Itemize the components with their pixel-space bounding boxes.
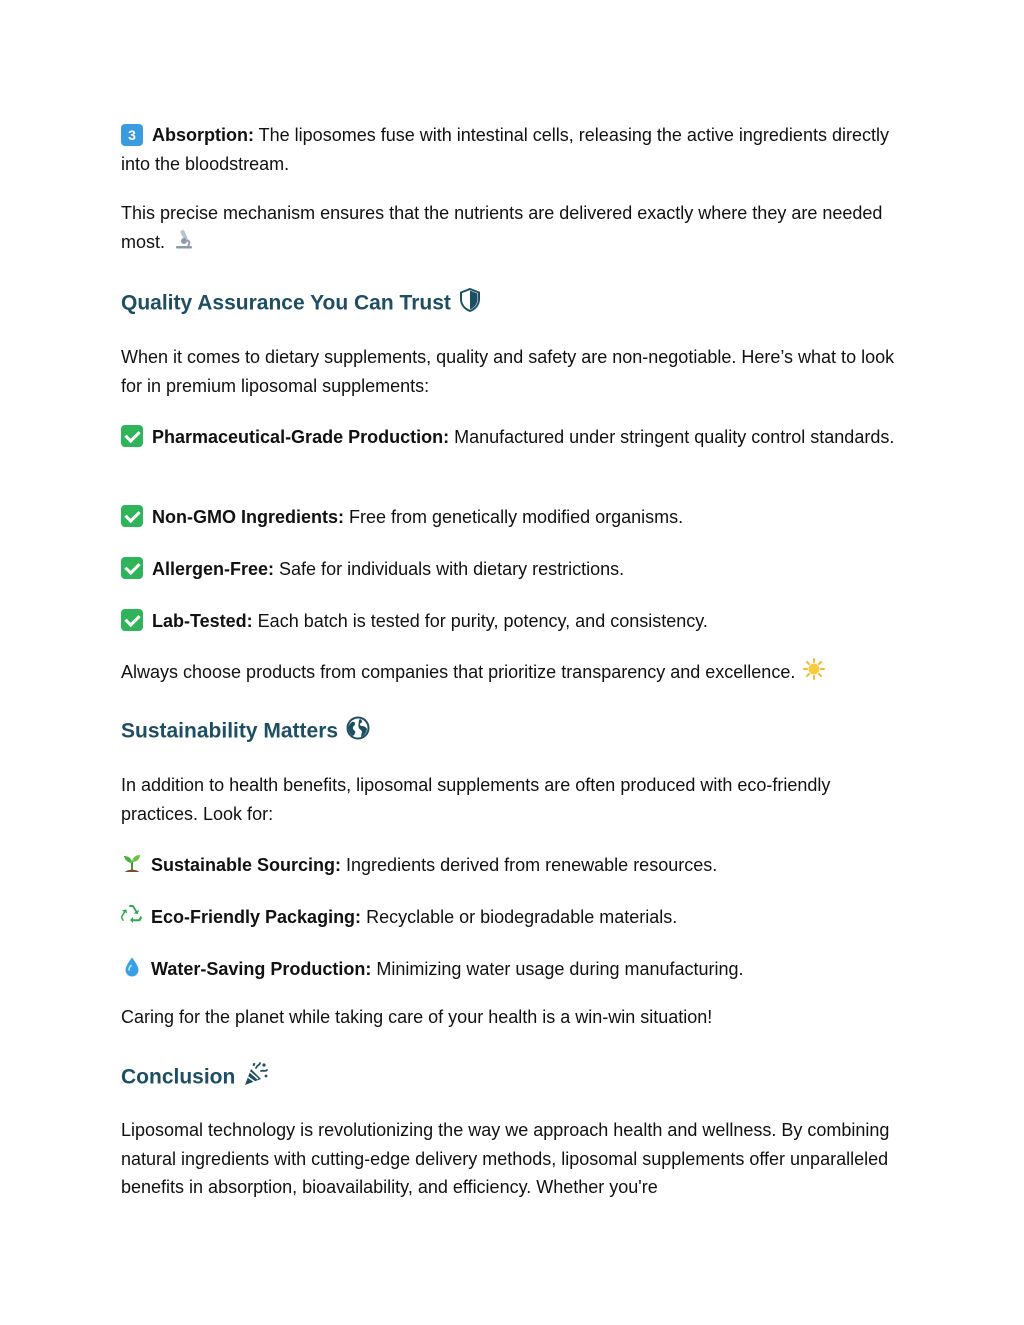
globe-icon	[346, 716, 370, 748]
quality-item-text: Manufactured under stringent quality control standards.	[449, 427, 895, 447]
party-popper-icon	[243, 1061, 269, 1095]
sustainability-item-title: Sustainable Sourcing:	[151, 855, 342, 875]
sustainability-item-packaging	[121, 903, 911, 932]
conclusion-heading	[121, 1061, 269, 1095]
shield-icon	[459, 288, 481, 320]
conclusion-heading-text: Conclusion	[121, 1065, 236, 1089]
sustainability-item-water	[121, 955, 911, 984]
step-3-text: The liposomes fuse with intestinal cells, releasing the active ingredients directly into the bloodstream.	[121, 125, 889, 174]
check-mark-icon	[121, 505, 143, 527]
quality-heading-text: Quality Assurance You Can Trust	[121, 291, 451, 315]
quality-heading	[121, 288, 481, 320]
seedling-icon	[121, 852, 143, 874]
droplet-icon	[121, 956, 143, 978]
sustainability-heading-text: Sustainability Matters	[121, 719, 339, 743]
conclusion-paragraph: Liposomal technology is revolutionizing the way we approach health and wellness. By combining natural ingredients with cutting-edge delivery methods, liposomal supplements offer unparalleled benefits in absorption, bioavailability, and efficiency. Whether you're	[121, 1120, 890, 1197]
quality-item-text: Free from genetically modified organisms.	[344, 507, 684, 527]
check-mark-icon	[121, 609, 143, 631]
quality-item-text: Each batch is tested for purity, potency, and consistency.	[252, 611, 708, 631]
keycap-3-icon: 3	[121, 124, 143, 146]
quality-item-text: Safe for individuals with dietary restrictions.	[274, 559, 625, 579]
recycle-icon	[121, 904, 143, 926]
sustainability-item-text: Ingredients derived from renewable resources.	[341, 855, 718, 875]
quality-item-lab-tested	[121, 607, 911, 636]
quality-closing-text: Always choose products from companies that prioritize transparency and excellence.	[121, 662, 796, 682]
sustainability-item-text: Recyclable or biodegradable materials.	[361, 907, 678, 927]
quality-item-title: Pharmaceutical-Grade Production:	[152, 427, 450, 447]
sun-icon	[803, 658, 825, 689]
quality-item-allergen-free	[121, 555, 911, 584]
check-mark-icon	[121, 557, 143, 579]
quality-item-non-gmo	[121, 503, 911, 532]
quality-item-pharmaceutical	[121, 423, 911, 452]
sustainability-closing: Caring for the planet while taking care of your health is a win-win situation!	[121, 1007, 713, 1027]
sustainability-item-title: Eco-Friendly Packaging:	[151, 907, 362, 927]
sustainability-item-sourcing	[121, 851, 911, 880]
quality-item-title: Non-GMO Ingredients:	[152, 507, 344, 527]
sustainability-heading	[121, 716, 370, 748]
mechanism-paragraph	[121, 199, 911, 258]
step-3-paragraph	[121, 121, 911, 178]
quality-closing	[121, 658, 911, 689]
quality-intro: When it comes to dietary supplements, quality and safety are non-negotiable. Here’s what to look for in premium liposomal supplements:	[121, 347, 895, 396]
sustainability-item-title: Water-Saving Production:	[151, 959, 372, 979]
sustainability-intro: In addition to health benefits, liposomal supplements are often produced with eco-friendly practices. Look for:	[121, 775, 831, 824]
check-mark-icon	[121, 425, 143, 447]
step-3-title: Absorption:	[152, 125, 254, 145]
quality-item-title: Allergen-Free:	[152, 559, 275, 579]
mechanism-text: This precise mechanism ensures that the nutrients are delivered exactly where they are needed most.	[121, 203, 883, 252]
sustainability-item-text: Minimizing water usage during manufacturing.	[371, 959, 744, 979]
microscope-icon	[173, 228, 195, 259]
quality-item-title: Lab-Tested:	[152, 611, 253, 631]
